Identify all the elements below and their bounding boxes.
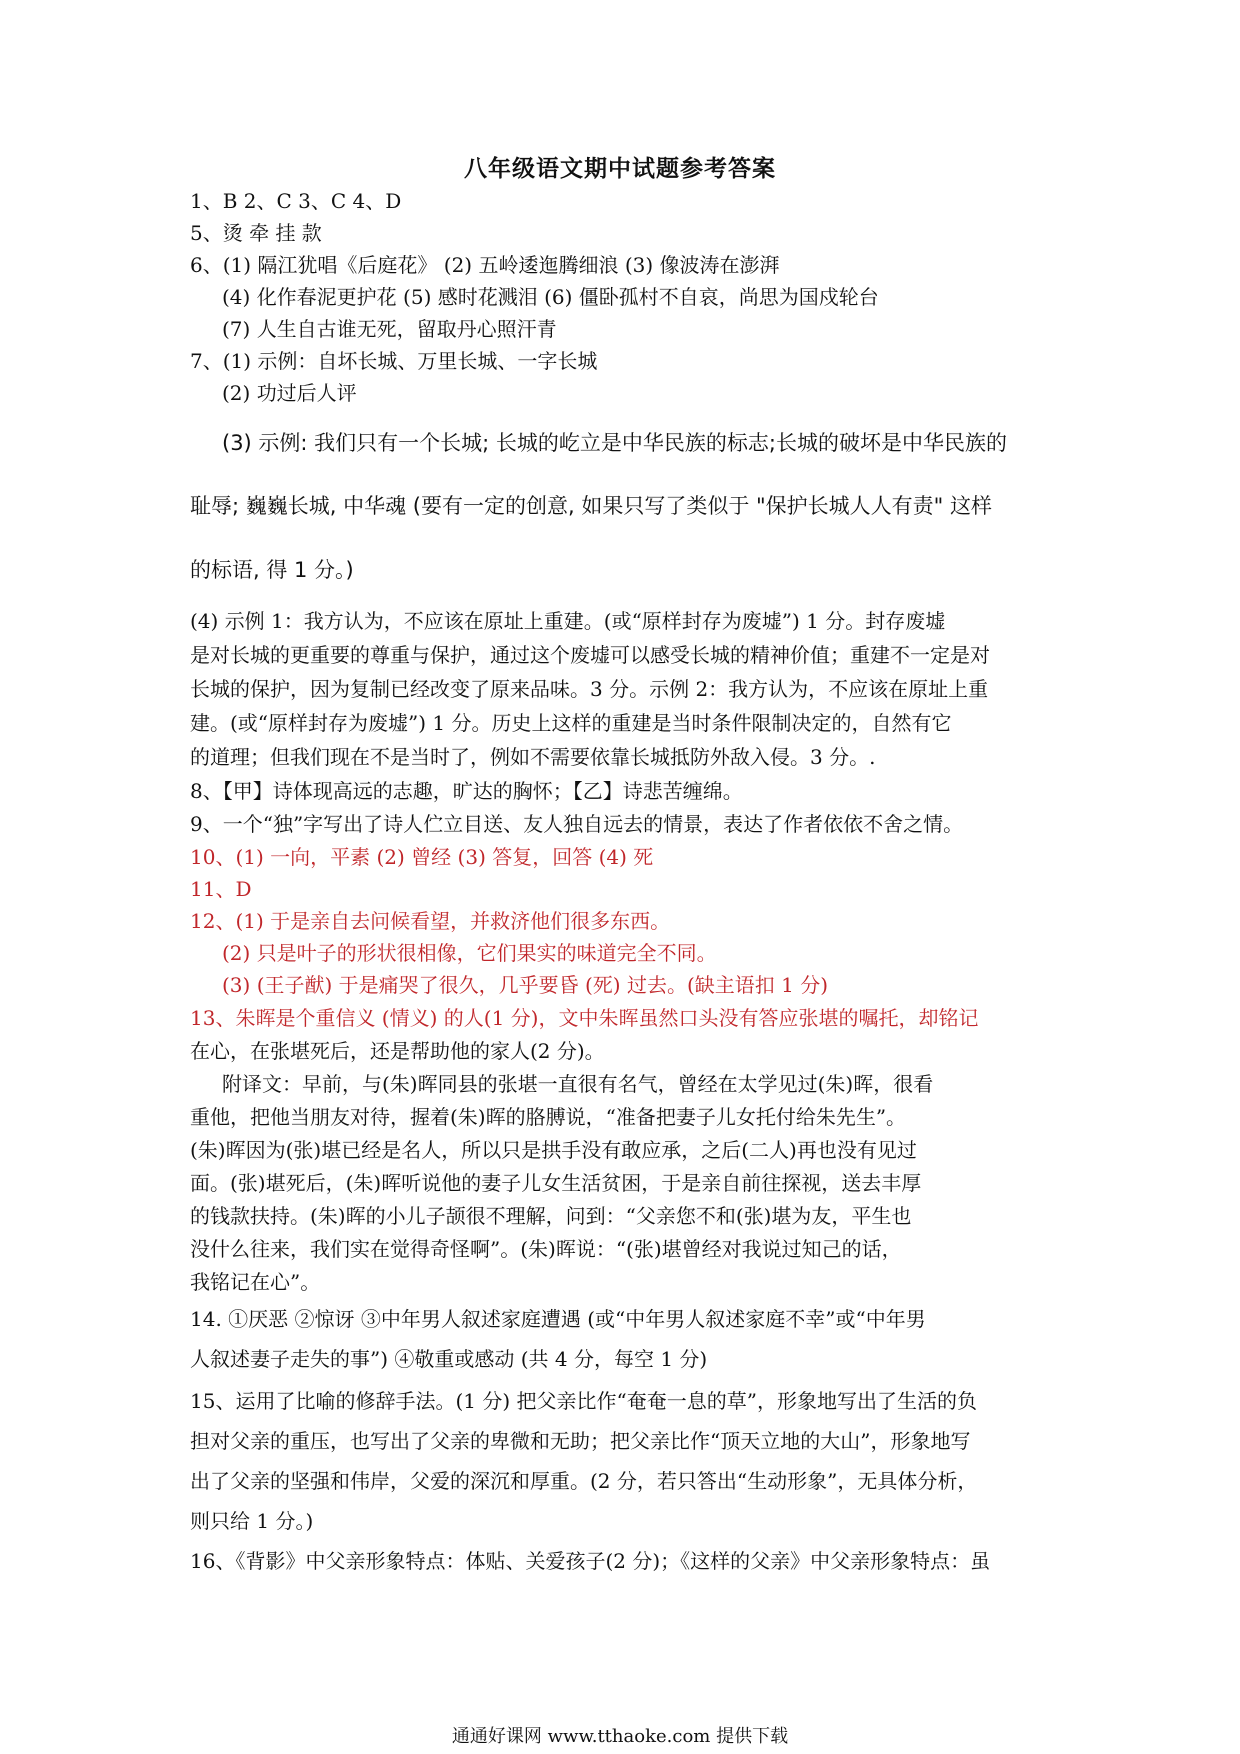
answer-line: 建。(或“原样封存为废墟”) 1 分。历史上这样的重建是当时条件限制决定的，自然有它 (190, 711, 952, 735)
page-footer: 通通好课网 www.tthaoke.com 提供下载 (451, 1726, 789, 1747)
answer-line: (3) (王子猷) 于是痛哭了很久，几乎要昏 (死) 过去。(缺主语扣 1 分) (222, 973, 829, 997)
answer-line: 11、D (190, 877, 252, 901)
answer-line: 12、(1) 于是亲自去问候看望，并救济他们很多东西。 (190, 909, 671, 933)
answer-line: 16、《背影》中父亲形象特点：体贴、关爱孩子(2 分)；《这样的父亲》中父亲形象特点：虽 (190, 1549, 991, 1573)
translation-line: 重他，把他当朋友对待，握着(朱)晖的胳膊说，“准备把妻子儿女托付给朱先生”。 (190, 1105, 907, 1129)
answer-line: 1、B 2、C 3、C 4、D (190, 189, 402, 213)
answer-line: 是对长城的更重要的尊重与保护，通过这个废墟可以感受长城的精神价值；重建不一定是对 (190, 643, 990, 667)
answer-line: 耻辱; 巍巍长城, 中华魂 (要有一定的创意, 如果只写了类似于 "保护长城人人有责" 这样 (190, 494, 992, 518)
answer-line: 的道理；但我们现在不是当时了，例如不需要依靠长城抵防外敌入侵。3 分。. (190, 745, 876, 769)
answer-line: (2) 只是叶子的形状很相像，它们果实的味道完全不同。 (222, 941, 717, 965)
answer-line: 14. ①厌恶 ②惊讶 ③中年男人叙述家庭遭遇 (或“中年男人叙述家庭不幸”或“中年男 (190, 1307, 926, 1331)
answer-line: 6、(1) 隔江犹唱《后庭花》 (2) 五岭逶迤腾细浪 (3) 像波涛在澎湃 (190, 253, 780, 277)
translation-line: 面。(张)堪死后，(朱)晖听说他的妻子儿女生活贫困，于是亲自前往探视，送去丰厚 (190, 1171, 922, 1195)
answer-line: 出了父亲的坚强和伟岸，父爱的深沉和厚重。(2 分，若只答出“生动形象”，无具体分析， (190, 1469, 978, 1493)
translation-line: 没什么往来，我们实在觉得奇怪啊”。(朱)晖说：“(张)堪曾经对我说过知己的话， (190, 1237, 902, 1261)
translation-line: 附译文：早前，与(朱)晖同县的张堪一直很有名气，曾经在太学见过(朱)晖，很看 (222, 1072, 934, 1096)
answer-line: 10、(1) 一向，平素 (2) 曾经 (3) 答复，回答 (4) 死 (190, 845, 654, 869)
answer-line: 长城的保护，因为复制已经改变了原来品味。3 分。示例 2：我方认为，不应该在原址上重 (190, 677, 989, 701)
answer-line: (4) 化作春泥更护花 (5) 感时花溅泪 (6) 僵卧孤村不自哀，尚思为国戍轮台 (222, 285, 879, 309)
translation-line: 我铭记在心”。 (190, 1270, 321, 1294)
answer-line: 9、一个“独”字写出了诗人伫立目送、友人独自远去的情景，表达了作者依依不舍之情。 (190, 812, 964, 836)
answer-line: 7、(1) 示例：自坏长城、万里长城、一字长城 (190, 349, 598, 373)
answer-line: 则只给 1 分。) (190, 1509, 314, 1533)
answer-line: (7) 人生自古谁无死，留取丹心照汗青 (222, 317, 557, 341)
answer-line: (2) 功过后人评 (222, 381, 357, 405)
answer-line: (4) 示例 1：我方认为，不应该在原址上重建。(或“原样封存为废墟”) 1 分。封存废墟 (190, 609, 946, 633)
answer-line: 担对父亲的重压，也写出了父亲的卑微和无助；把父亲比作“顶天立地的大山”，形象地写 (190, 1429, 971, 1453)
answer-line: 5、烫 牵 挂 款 (190, 221, 322, 245)
answer-line: 15、运用了比喻的修辞手法。(1 分) 把父亲比作“奄奄一息的草”，形象地写出了生活的负 (190, 1389, 977, 1413)
answer-line: 8、【甲】诗体现高远的志趣，旷达的胸怀；【乙】诗悲苦缠绵。 (190, 779, 743, 803)
answer-line: 在心，在张堪死后，还是帮助他的家人(2 分)。 (190, 1039, 605, 1063)
answer-line: 人叙述妻子走失的事”) ④敬重或感动 (共 4 分，每空 1 分) (190, 1347, 708, 1371)
translation-line: (朱)晖因为(张)堪已经是名人，所以只是拱手没有敢应承，之后(二人)再也没有见过 (190, 1138, 917, 1162)
answer-line: (3) 示例: 我们只有一个长城; 长城的屹立是中华民族的标志;长城的破坏是中华民族的 (222, 431, 1007, 455)
page-title: 八年级语文期中试题参考答案 (464, 155, 776, 182)
translation-line: 的钱款扶持。(朱)晖的小儿子颉很不理解，问到：“父亲您不和(张)堪为友，平生也 (190, 1204, 912, 1228)
answer-line: 的标语, 得 1 分。) (190, 558, 354, 582)
answer-line: 13、朱晖是个重信义 (情义) 的人(1 分)，文中朱晖虽然口头没有答应张堪的嘱托，却铭记 (190, 1006, 979, 1030)
